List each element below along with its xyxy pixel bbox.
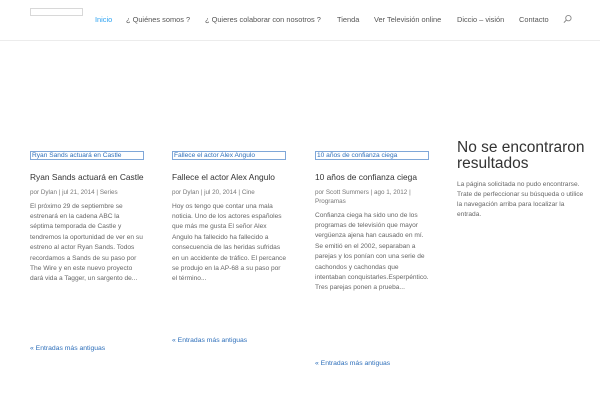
sidebar-no-results xyxy=(457,140,587,220)
nav-item-colaborar[interactable]: ¿ Quieres colaborar con nosotros ? xyxy=(205,15,321,24)
post-title[interactable]: 10 años de confianza ciega xyxy=(315,172,417,182)
post-card xyxy=(315,151,429,294)
site-header xyxy=(0,0,600,41)
post-author[interactable]: Dylan xyxy=(182,188,199,196)
post-author[interactable]: Scott Summers xyxy=(325,188,369,196)
nav-item-tienda[interactable]: Tienda xyxy=(337,15,360,24)
post-meta: por Scott Summers | ago 1, 2012 | Programas xyxy=(315,188,411,205)
post-title[interactable]: Fallece el actor Alex Angulo xyxy=(172,172,275,182)
post-date: ago 1, 2012 xyxy=(374,188,408,196)
nav-item-inicio[interactable]: Inicio xyxy=(95,15,113,24)
post-date: jul 20, 2014 xyxy=(204,188,237,196)
post-excerpt: El próximo 29 de septiembre se estrenará en la cadena ABC la séptima temporada de Castle y tendremos la oportunidad de ver en su estreno al actor Ryan Sands. Todos recordamos a Sands de su paso por The Wire y en este nuevo proyecto dará vida a Tagger, un sargento de... xyxy=(30,202,143,283)
older-entries-link[interactable]: « Entradas más antiguas xyxy=(315,360,391,367)
post-meta: por Dylan | jul 20, 2014 | Cine xyxy=(172,188,255,196)
older-entries-link[interactable]: « Entradas más antiguas xyxy=(30,345,106,352)
nav-item-contacto[interactable]: Contacto xyxy=(519,15,549,24)
post-excerpt: Confianza ciega ha sido uno de los programas de televisión que mayor vergüenza ajena han causado en mí. Se emitió en el 2002, separaban a parejas y los ponían con una serie de cachondos y cachondas que intentaban conquistarles.Esperpéntico. Tres parejas ponen a prueba... xyxy=(315,211,429,292)
post-category[interactable]: Programas xyxy=(315,197,346,205)
post-thumbnail[interactable]: 10 años de confianza ciega xyxy=(315,151,429,160)
sidebar-title: No se encontraron resultados xyxy=(457,139,585,173)
post-card xyxy=(172,151,286,285)
post-category[interactable]: Series xyxy=(99,188,118,196)
post-card xyxy=(30,151,144,285)
post-category[interactable]: Cine xyxy=(241,188,255,196)
search-icon[interactable] xyxy=(563,14,572,24)
post-meta: por Dylan | jul 21, 2014 | Series xyxy=(30,188,118,196)
nav-item-ver-television[interactable]: Ver Televisión online xyxy=(374,15,442,24)
site-logo[interactable] xyxy=(30,8,83,16)
sidebar-text: La página solicitada no pudo encontrarse. Trate de perfeccionar su búsqueda o utilice la navegación arriba para localizar la entrada. xyxy=(457,180,584,218)
post-title[interactable]: Ryan Sands actuará en Castle xyxy=(30,172,144,182)
post-excerpt: Hoy os tengo que contar una mala noticia. Uno de los actores españoles que más me gusta El señor Alex Angulo ha fallecido ha fallecido a consecuencia de las heridas sufridas en un accidente de tráfico. El percance se produjo en la AP-68 a su paso por el término... xyxy=(172,202,286,283)
nav-item-diccio-vision[interactable]: Diccio – visión xyxy=(457,15,505,24)
post-thumbnail[interactable]: Fallece el actor Alex Angulo xyxy=(172,151,286,160)
older-entries-link[interactable]: « Entradas más antiguas xyxy=(172,337,248,344)
post-thumbnail[interactable]: Ryan Sands actuará en Castle xyxy=(30,151,144,160)
post-author[interactable]: Dylan xyxy=(40,188,57,196)
post-date: jul 21, 2014 xyxy=(62,188,95,196)
nav-item-quienes-somos[interactable]: ¿ Quiénes somos ? xyxy=(126,15,191,24)
